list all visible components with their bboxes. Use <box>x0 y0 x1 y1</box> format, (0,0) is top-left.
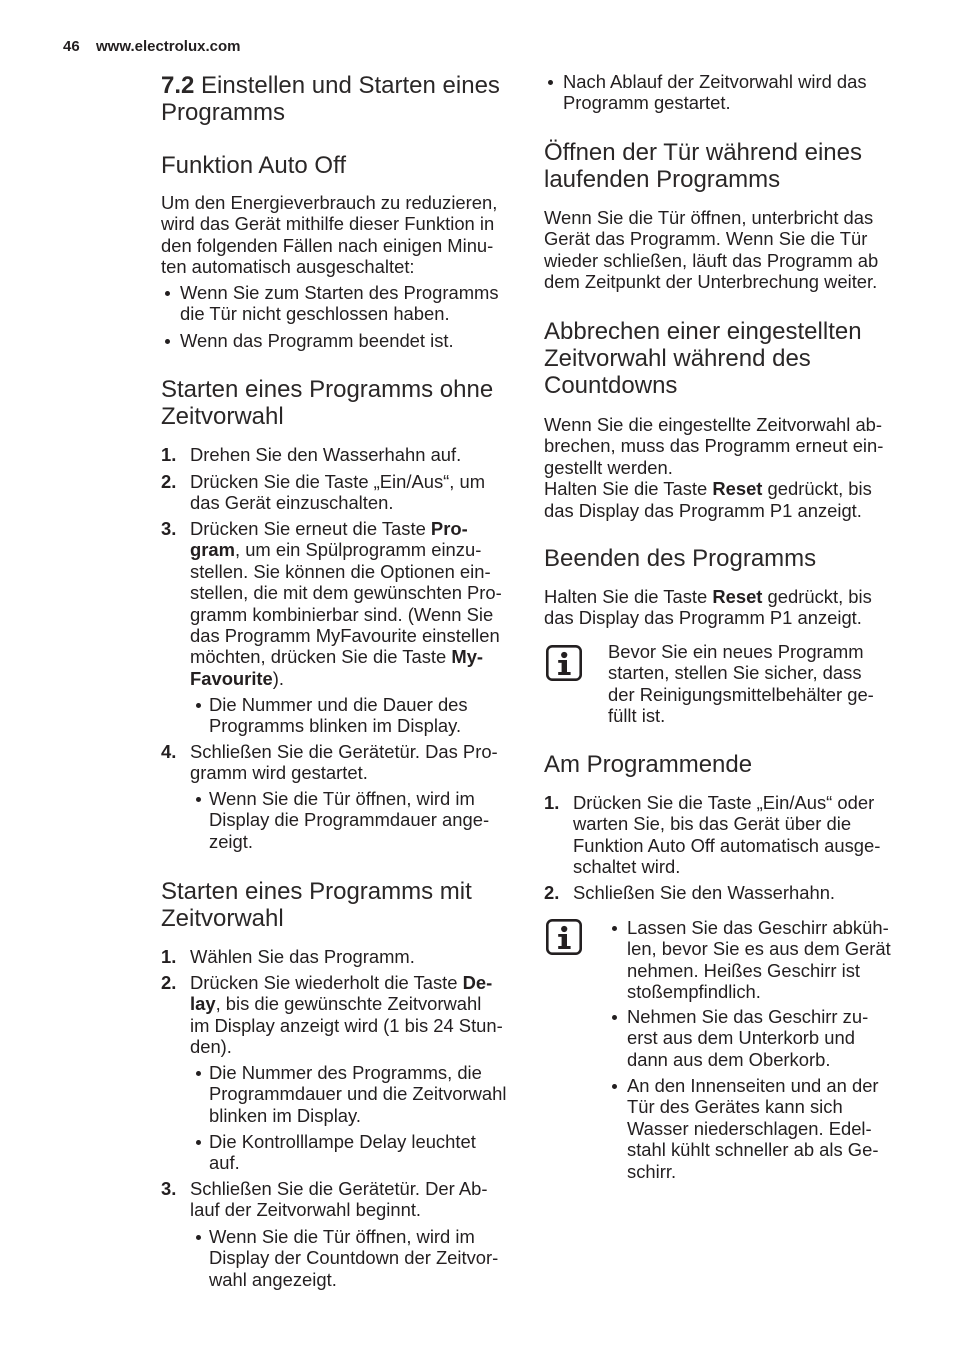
step-number: 4. <box>161 741 177 762</box>
open-door-heading: Öffnen der Tür während eines laufenden Programms <box>544 139 862 193</box>
button-name-reset: Reset <box>712 478 763 500</box>
bullet-icon <box>612 926 617 931</box>
step-item <box>161 518 502 689</box>
paragraph-text: Halten Sie die Taste <box>544 586 713 607</box>
step-text: ). <box>272 667 285 689</box>
bullet-icon <box>196 703 201 708</box>
step-item <box>544 792 881 878</box>
bullet-icon <box>165 339 170 344</box>
step-text: , bis die gewünschte Zeitvorwahl im Display anzeigt wird (1 bis 24 Stun- den). <box>190 993 503 1058</box>
end-program-heading: Beenden des Programms <box>544 545 817 572</box>
sub-bullet-item <box>209 1131 476 1174</box>
button-name-myfavourite: My- Favourite <box>190 646 484 689</box>
end-program-text <box>544 586 872 629</box>
step-text: Drehen Sie den Wasserhahn auf. <box>190 444 462 465</box>
auto-off-intro: Um den Energieverbrauch zu reduzieren, wird das Gerät mithilfe dieser Funktion in den folgenden Fällen nach einigen Minu- ten automatisch ausgeschaltet: <box>161 192 498 278</box>
step-item <box>161 946 415 967</box>
bullet-text: Nehmen Sie das Geschirr zu- erst aus dem Unterkorb und dann aus dem Oberkorb. <box>627 1006 869 1070</box>
step-number: 1. <box>544 792 560 813</box>
step-text: Drücken Sie wiederholt die Taste <box>190 972 463 993</box>
bullet-text: Wenn das Programm beendet ist. <box>180 330 454 351</box>
section-title <box>161 72 500 126</box>
sub-bullet-item <box>209 788 489 852</box>
step-text: Schließen Sie den Wasserhahn. <box>573 882 836 903</box>
bullet-text: Die Nummer und die Dauer des Programms blinken im Display. <box>209 694 468 737</box>
step-item <box>544 882 836 903</box>
bullet-text: Die Nummer des Programms, die Programmdauer und die Zeitvorwahl blinken im Display. <box>209 1062 507 1126</box>
step-text: Drücken Sie die Taste „Ein/Aus“ oder warten Sie, bis das Gerät über die Funktion Auto Off automatisch ausge- schaltet wird. <box>573 792 881 878</box>
bullet-text: Wenn Sie zum Starten des Programms die Tür nicht geschlossen haben. <box>180 282 499 325</box>
bullet-icon <box>196 1140 201 1145</box>
step-item <box>161 471 486 514</box>
paragraph-text: gedrückt, bis das Display das Programm P1 anzeigt. <box>544 586 872 629</box>
info-icon <box>546 645 582 681</box>
bullet-text: Wenn Sie die Tür öffnen, wird im Display der Countdown der Zeitvor- wahl angezeigt. <box>209 1226 499 1290</box>
step-text: Drücken Sie die Taste „Ein/Aus“, um das Gerät einzuschalten. <box>190 471 486 514</box>
step-item <box>161 1178 488 1221</box>
step-item <box>161 444 462 465</box>
sub-bullet-item <box>209 1062 506 1126</box>
page-number: 46 <box>63 38 80 55</box>
bullet-text: Lassen Sie das Geschirr abküh- len, bevor Sie es aus dem Gerät nehmen. Heißes Geschirr ist stoßempfindlich. <box>627 917 891 1003</box>
step-text: Wählen Sie das Programm. <box>190 946 415 967</box>
step-item <box>161 741 498 784</box>
info-bullet-item <box>627 1006 868 1070</box>
bullet-text: Die Kontrolllampe Delay leuchtet auf. <box>209 1131 476 1174</box>
section-number: 7.2 <box>161 72 195 99</box>
paragraph-text: gedrückt, bis das Display das Programm P1 anzeigt. <box>544 478 872 521</box>
step-number: 2. <box>161 972 177 993</box>
step-text: Drücken Sie erneut die Taste <box>190 518 431 539</box>
info-icon <box>546 919 582 955</box>
bullet-icon <box>196 1071 201 1076</box>
info-bullet-item <box>627 1075 879 1182</box>
step-number: 3. <box>161 518 177 539</box>
sub-bullet-item <box>209 694 468 737</box>
cancel-delay-text <box>544 414 883 521</box>
step-text: , um ein Spülprogramm einzu- stellen. Sie können die Optionen ein- stellen, die mit dem gewünschten Pro- gramm kombinierbar sind. (Wenn Sie das Programm MyFavourite einstellen möchten, drücken Sie die Taste <box>190 539 502 668</box>
bullet-item <box>180 330 454 351</box>
cancel-delay-heading: Abbrechen einer eingestellten Zeitvorwahl während des Countdowns <box>544 318 862 399</box>
step-number: 2. <box>161 471 177 492</box>
bullet-icon <box>165 291 170 296</box>
bullet-text: Wenn Sie die Tür öffnen, wird im Display die Programmdauer ange- zeigt. <box>209 788 490 852</box>
bullet-item <box>563 71 867 114</box>
open-door-text: Wenn Sie die Tür öffnen, unterbricht das Gerät das Programm. Wenn Sie die Tür wieder schließen, läuft das Programm ab dem Zeitpunkt der Unterbrechung weiter. <box>544 207 879 293</box>
bullet-text: An den Innenseiten und an der Tür des Gerätes kann sich Wasser niederschlagen. Edel- stahl kühlt schneller ab als Ge- schirr. <box>627 1075 879 1182</box>
bullet-text: Nach Ablauf der Zeitvorwahl wird das Programm gestartet. <box>563 71 867 114</box>
bullet-item <box>180 282 499 325</box>
start-without-delay-heading: Starten eines Programms ohne Zeitvorwahl <box>161 376 494 430</box>
bullet-icon <box>612 1084 617 1089</box>
bullet-icon <box>196 797 201 802</box>
section-title-text: Einstellen und Starten eines Programms <box>161 72 500 126</box>
step-text: Schließen Sie die Gerätetür. Der Ab- lauf der Zeitvorwahl beginnt. <box>190 1178 488 1221</box>
info-note-text: Bevor Sie ein neues Programm starten, stellen Sie sicher, dass der Reinigungsmittelbehälter ge- füllt ist. <box>608 641 874 727</box>
step-item <box>161 972 503 1058</box>
step-number: 1. <box>161 946 177 967</box>
website-url: www.electrolux.com <box>96 38 241 55</box>
step-number: 3. <box>161 1178 177 1199</box>
auto-off-heading: Funktion Auto Off <box>161 152 347 179</box>
bullet-icon <box>548 80 553 85</box>
paragraph-text: Wenn Sie die eingestellte Zeitvorwahl ab- brechen, muss das Programm erneut ein- gestellt werden. Halten Sie die Taste <box>544 414 884 500</box>
step-number: 1. <box>161 444 177 465</box>
button-name-program: Pro- gram <box>190 518 468 561</box>
step-text: Schließen Sie die Gerätetür. Das Pro- gramm wird gestartet. <box>190 741 498 784</box>
start-with-delay-heading: Starten eines Programms mit Zeitvorwahl <box>161 878 472 932</box>
bullet-icon <box>196 1235 201 1240</box>
button-name-delay: De- lay <box>190 972 493 1015</box>
step-number: 2. <box>544 882 560 903</box>
button-name-reset: Reset <box>712 586 763 607</box>
bullet-icon <box>612 1015 617 1020</box>
info-bullet-item <box>627 917 891 1003</box>
sub-bullet-item <box>209 1226 498 1290</box>
at-end-heading: Am Programmende <box>544 751 753 778</box>
